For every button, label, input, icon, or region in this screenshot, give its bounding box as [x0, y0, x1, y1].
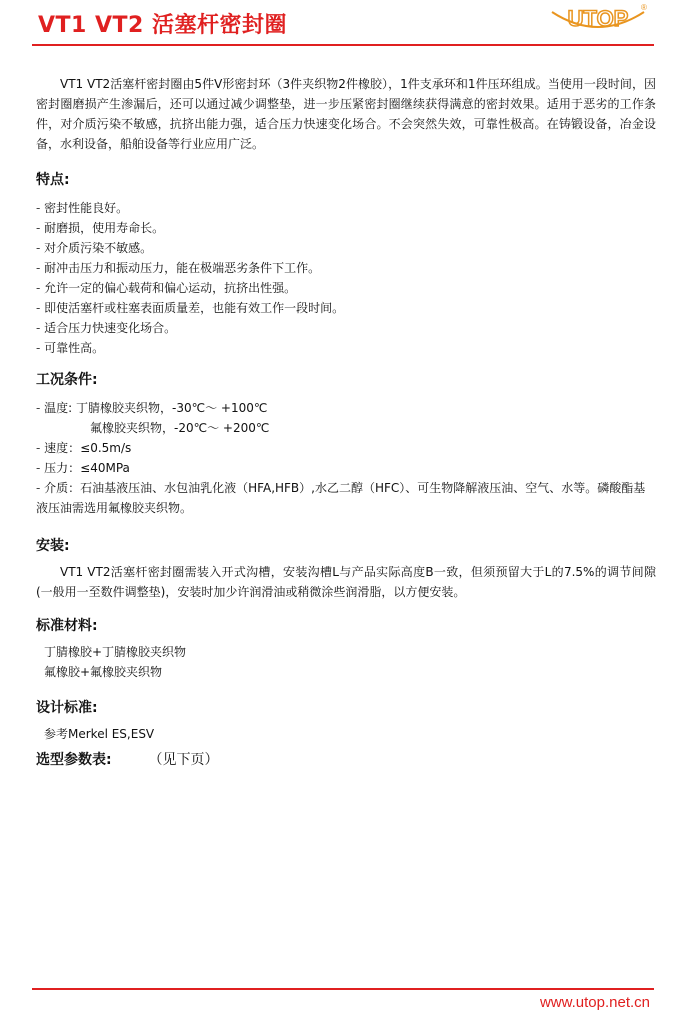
list-item: - 适合压力快速变化场合。 — [36, 321, 177, 335]
header-divider — [32, 44, 654, 46]
features-list — [36, 198, 656, 358]
speed-item: - 速度：≤0.5m/s — [36, 441, 132, 455]
logo-text: UTOP — [567, 6, 629, 31]
medium-item: - 介质：石油基液压油、水包油乳化液（HFA,HFB）,水乙二醇（HFC）、可生物降解液压油、空气、水等。磷酸酯基液压油需选用氟橡胶夹织物。 — [36, 481, 646, 515]
install-paragraph: VT1 VT2活塞杆密封圈需装入开式沟槽，安装沟槽L与产品实际高度B一致，但须预留大于L的7.5%的调节间隙(一般用一至数件调整垫)，安装时加少许润滑油或稍微涂些润滑脂，以方便安装。 — [36, 565, 656, 599]
selection-heading — [36, 750, 656, 770]
list-item: - 耐磨损，使用寿命长。 — [36, 221, 165, 235]
install-heading: 安装: — [36, 538, 70, 554]
materials-heading: 标准材料: — [36, 618, 98, 634]
intro-paragraph: VT1 VT2活塞杆密封圈由5件V形密封环（3件夹织物2件橡胶），1件支承环和1件压环组成。当使用一段时间，因密封圈磨损产生渗漏后，还可以通过减少调整垫，进一步压紧密封圈继续获得满意的密封效果。适用于恶劣的工作条件，对介质污染不敏感，抗挤出能力强，适合压力快速变化场合。不会突然失效，可靠性极高。在铸锻设备，冶金设备，水利设备，船舶设备等行业应用广泛。 — [36, 77, 656, 151]
selection-title: 选型参数表: — [36, 752, 112, 768]
selection-note: （见下页） — [148, 752, 219, 768]
temperature-item-2: 氟橡胶夹织物，-20℃～ +200℃ — [90, 421, 270, 435]
list-item: - 允许一定的偏心载荷和偏心运动，抗挤出性强。 — [36, 281, 297, 295]
design-standard: 参考Merkel ES,ESV — [44, 727, 155, 741]
footer-url[interactable]: www.utop.net.cn — [539, 994, 650, 1011]
list-item: - 对介质污染不敏感。 — [36, 241, 153, 255]
registered-mark: ® — [641, 3, 647, 12]
features-heading: 特点: — [36, 172, 70, 188]
material-item: 氟橡胶+氟橡胶夹织物 — [44, 665, 163, 679]
material-item: 丁腈橡胶+丁腈橡胶夹织物 — [44, 645, 187, 659]
footer-divider — [32, 988, 654, 990]
conditions-list — [36, 398, 656, 518]
conditions-heading: 工况条件: — [36, 372, 98, 388]
design-heading: 设计标准: — [36, 700, 98, 716]
pressure-item: - 压力：≤40MPa — [36, 461, 130, 475]
utop-logo — [548, 2, 648, 40]
list-item: - 可靠性高。 — [36, 341, 105, 355]
document-body — [36, 74, 656, 770]
list-item: - 即使活塞杆或柱塞表面质量差，也能有效工作一段时间。 — [36, 301, 345, 315]
page-title: VT1 VT2 活塞杆密封圈 — [38, 13, 288, 38]
list-item: - 耐冲击压力和振动压力，能在极端恶劣条件下工作。 — [36, 261, 321, 275]
list-item: - 密封性能良好。 — [36, 201, 129, 215]
temperature-item: - 温度: 丁腈橡胶夹织物，-30℃～ +100℃ — [36, 401, 268, 415]
